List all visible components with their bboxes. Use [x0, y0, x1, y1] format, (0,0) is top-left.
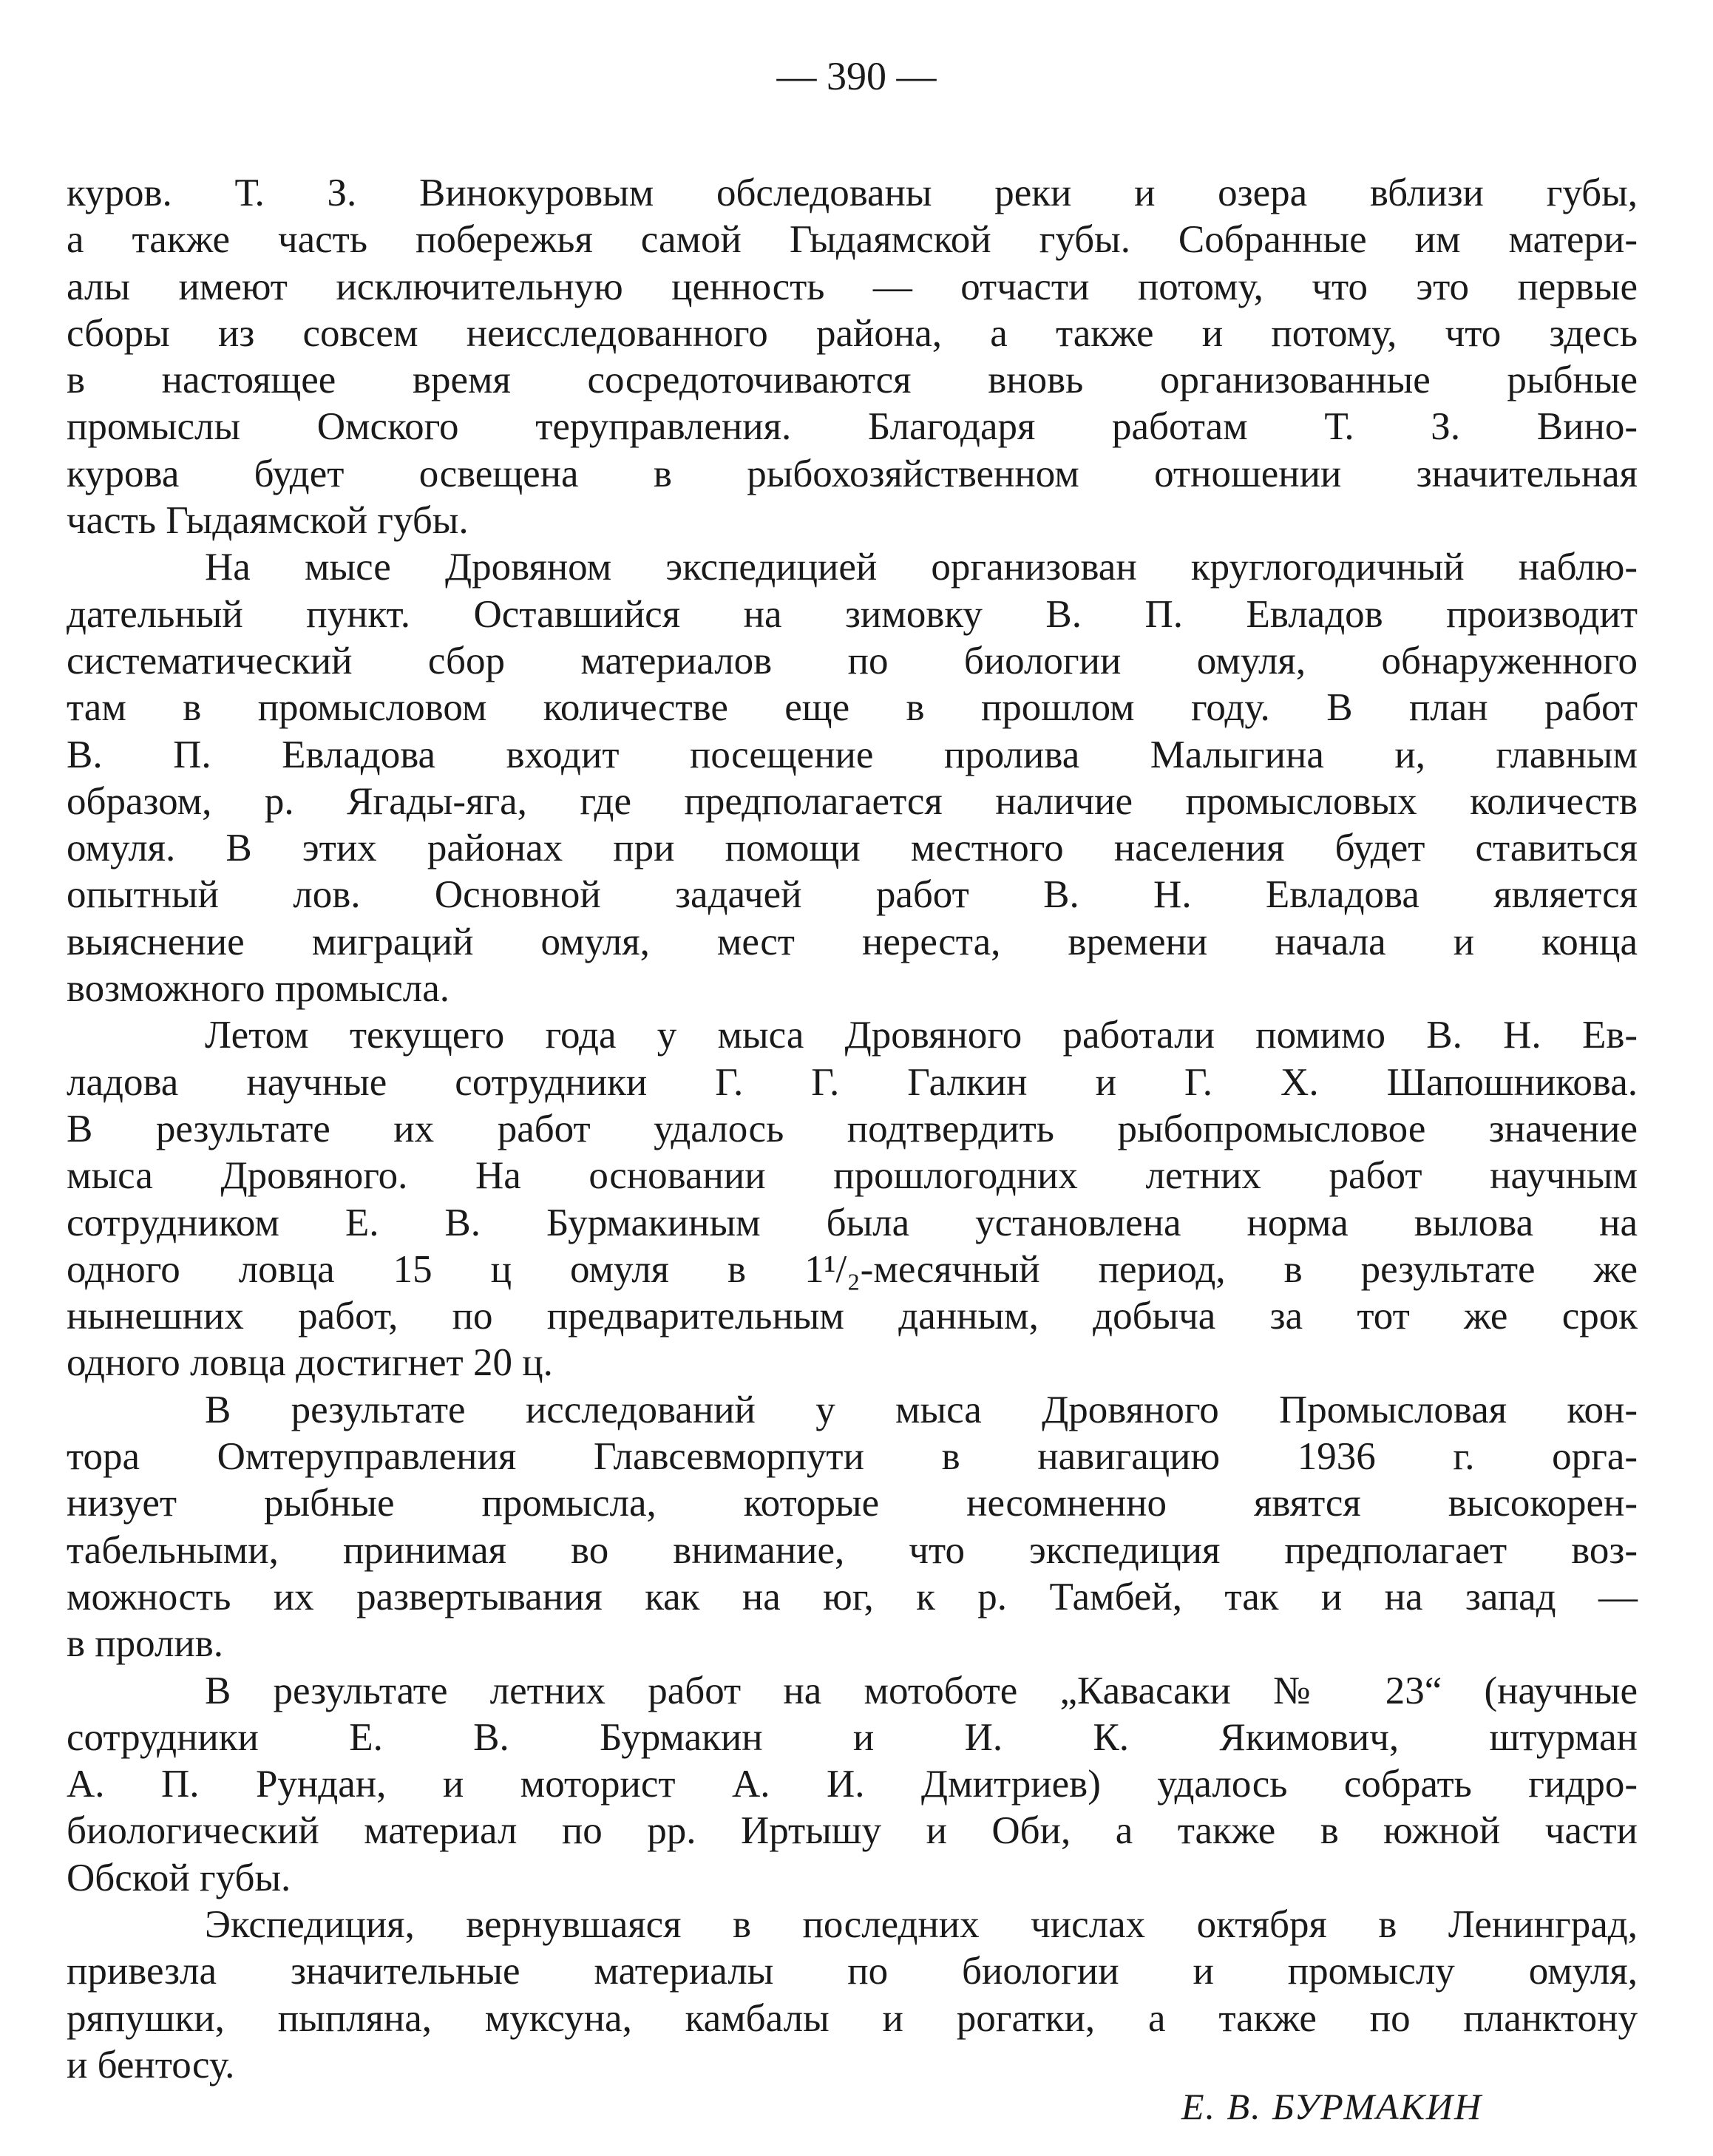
text-line: а также часть побережья самой Гыдаямской губы. Собранные им матери-: [67, 218, 1638, 262]
text-line: сотрудником Е. В. Бурмакиным была установлена норма вылова на: [67, 1201, 1638, 1244]
body-text: [67, 170, 1638, 2089]
text-line: На мысе Дровяном экспедицией организован круглогодичный наблю-: [205, 546, 1638, 589]
paragraph: [67, 1902, 1638, 2089]
text-line: тора Омтеруправления Главсевморпути в навигацию 1936 г. орга-: [67, 1435, 1638, 1479]
text-line: Обской губы.: [67, 1856, 291, 1899]
text-line: В результате исследований у мыса Дровяного Промысловая кон-: [205, 1388, 1638, 1431]
text-line: и бентосу.: [67, 2043, 235, 2086]
text-line: там в промысловом количестве еще в прошлом году. В план работ: [67, 686, 1638, 730]
text-line: курова будет освещена в рыбохозяйственном отношении значительная: [67, 452, 1638, 495]
text-line: нынешних работ, по предварительным данным, добыча за тот же срок: [67, 1295, 1638, 1338]
text-line: в настоящее время сосредоточиваются вновь организованные рыбные: [67, 359, 1638, 402]
paragraph: [67, 1012, 1638, 1386]
paragraph: [67, 1387, 1638, 1668]
text-line: низует рыбные промысла, которые несомненно явятся высокорен-: [67, 1482, 1638, 1525]
text-line: В. П. Евладова входит посещение пролива Малыгина и, главным: [67, 733, 1638, 776]
text-line: Экспедиция, вернувшаяся в последних числах октября в Ленинград,: [205, 1902, 1638, 1946]
text-line: ряпушки, пыпляна, муксуна, камбалы и рогатки, а также по планктону: [67, 1996, 1638, 2040]
text-line: часть Гыдаямской губы.: [67, 499, 469, 543]
text-line: мыса Дровяного. На основании прошлогодних летних работ научным: [67, 1154, 1638, 1198]
text-line: промыслы Омского теруправления. Благодаря работам Т. З. Вино-: [67, 405, 1638, 449]
text-line: В результате их работ удалось подтвердить рыбопромысловое значение: [67, 1107, 1638, 1150]
text-line: образом, р. Ягады-яга, где предполагается наличие промысловых количеств: [67, 779, 1638, 823]
text-line: опытный лов. Основной задачей работ В. Н. Евладова является: [67, 873, 1638, 917]
text-line: в пролив.: [67, 1622, 224, 1666]
text-line: В результате летних работ на мотоботе „Кавасаки № 23“ (научные: [205, 1669, 1638, 1712]
text-line: алы имеют исключительную ценность — отчасти потому, что это первые: [67, 265, 1638, 308]
text-line: сотрудники Е. В. Бурмакин и И. К. Якимович, штурман: [67, 1715, 1638, 1759]
text-line: омуля. В этих районах при помощи местного населения будет ставиться: [67, 827, 1638, 870]
author-signature: Е. В. БУРМАКИН: [1181, 2086, 1483, 2127]
text-line: одного ловца достигнет 20 ц.: [67, 1341, 553, 1385]
text-line: возможного промысла.: [67, 967, 450, 1011]
text-line: одного ловца 15 ц омуля в 1¹/₂-месячный период, в результате же: [67, 1247, 1638, 1291]
text-line: ладова научные сотрудники Г. Г. Галкин и Г. Х. Шапошникова.: [67, 1060, 1638, 1104]
paragraph: [67, 544, 1638, 1012]
text-line: выяснение миграций омуля, мест нереста, времени начала и конца: [67, 920, 1638, 963]
text-line: систематический сбор материалов по биологии омуля, обнаруженного: [67, 639, 1638, 682]
text-line: можность их развертывания как на юг, к р. Тамбей, так и на запад —: [67, 1575, 1638, 1618]
paragraph: [67, 170, 1638, 544]
page-number: — 390 —: [776, 54, 937, 98]
text-line: биологический материал по рр. Иртышу и Оби, а также в южной части: [67, 1809, 1638, 1853]
paragraph: [67, 1668, 1638, 1902]
text-line: табельными, принимая во внимание, что экспедиция предполагает воз-: [67, 1528, 1638, 1572]
text-line: Летом текущего года у мыса Дровяного работали помимо В. Н. Ев-: [205, 1014, 1638, 1057]
text-line: куров. Т. З. Винокуровым обследованы реки и озера вблизи губы,: [67, 172, 1638, 214]
text-line: сборы из совсем неисследованного района, а также и потому, что здесь: [67, 311, 1638, 355]
text-line: привезла значительные материалы по биологии и промыслу омуля,: [67, 1950, 1638, 1993]
text-line: А. П. Рундан, и моторист А. И. Дмитриев) удалось собрать гидро-: [67, 1763, 1638, 1806]
text-line: дательный пункт. Оставшийся на зимовку В. П. Евладов производит: [67, 592, 1638, 636]
